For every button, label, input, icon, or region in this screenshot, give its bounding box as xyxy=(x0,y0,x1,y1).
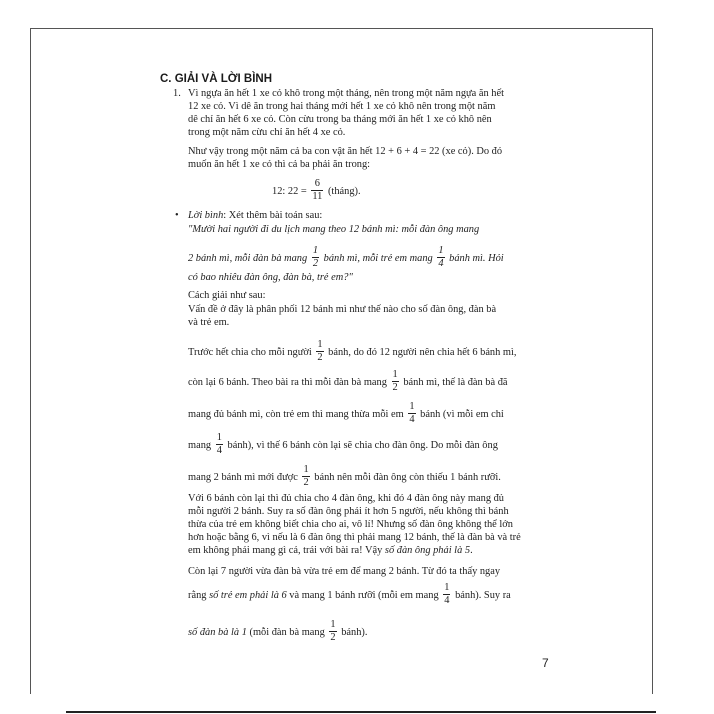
paragraph-line: mỗi người 2 bánh. Suy ra số đàn ông phải ít hơn 5 người, nếu không thì bánh xyxy=(188,506,509,517)
paragraph-line: Với 6 bánh còn lại thì đủ chia cho 4 đàn ông, khi đó 4 đàn ông này mang đủ xyxy=(188,493,505,504)
fraction-one-quarter: $\frac{1}{4}$ xyxy=(444,582,450,606)
fraction-one-half: $\frac{1}{2}$ xyxy=(330,619,336,643)
paragraph-line: mang đủ bánh mì, còn trẻ em thì mang thừa mỗi em $\frac{1}{4}$ bánh (vì mỗi em chỉ xyxy=(188,401,504,425)
remark-intro: Lời bình: Xét thêm bài toán sau: xyxy=(188,210,323,221)
item-number: 1. xyxy=(173,88,181,99)
quote-line: 2 bánh mì, mỗi đàn bà mang $\frac{1}{2}$ bánh mì, mỗi trẻ em mang $\frac{1}{4}$ bánh mì. Hỏi xyxy=(188,245,504,269)
fraction-one-half: $\frac{1}{2}$ xyxy=(303,464,309,488)
fraction-one-quarter: $\frac{1}{4}$ xyxy=(438,245,444,269)
paragraph-line: hơn hoặc bằng 6, vì nếu là 6 đàn ông thì phải mang 12 bánh, thế là đàn bà và trẻ xyxy=(188,532,521,543)
paragraph-line: và trẻ em. xyxy=(188,317,230,328)
paragraph-line: mang 2 bánh mì mới được $\frac{1}{2}$ bánh nên mỗi đàn ông còn thiếu 1 bánh rưỡi. xyxy=(188,464,501,488)
paragraph-line: còn lại 6 bánh. Theo bài ra thì mỗi đàn bà mang $\frac{1}{2}$ bánh mì, thế là đàn bà đã xyxy=(188,369,508,393)
paragraph-line: em không phải mang gì cả, trái với bài ra! Vậy số đàn ông phải là 5. xyxy=(188,545,473,556)
paragraph-line: thừa của trẻ em không biết chia cho ai, vô lí! Nhưng số đàn ông không thể lớn xyxy=(188,519,513,530)
paragraph-line: mang $\frac{1}{4}$ bánh), vì thế 6 bánh còn lại sẽ chia cho đàn ông. Do mỗi đàn ông xyxy=(188,432,498,456)
bottom-rule xyxy=(66,711,656,713)
paragraph-line: Còn lại 7 người vừa đàn bà vừa trẻ em để mang 2 bánh. Từ đó ta thấy ngay xyxy=(188,566,501,577)
fraction: $\frac{6}{11}$ xyxy=(312,178,323,202)
item1-line: dê chỉ ăn hết 6 xe cỏ. Còn cừu trong ba tháng mới ăn hết 1 xe cỏ khô nên xyxy=(188,114,492,125)
equation xyxy=(272,179,361,204)
quote-line: "Mười hai người đi du lịch mang theo 12 bánh mì: mỗi đàn ông mang xyxy=(188,224,480,235)
paragraph-line: Trước hết chia cho mỗi người $\frac{1}{2}$ bánh, do đó 12 người nên chia hết 6 bánh mì, xyxy=(188,339,517,363)
item1-line: muốn ăn hết 1 xe cỏ thì cả ba phải ăn trong: xyxy=(188,159,371,170)
bullet: • xyxy=(175,210,179,221)
quote-line: có bao nhiêu đàn ông, đàn bà, trẻ em?" xyxy=(188,272,353,283)
fraction-one-half: $\frac{1}{2}$ xyxy=(317,339,323,363)
item1-line: Như vậy trong một năm cả ba con vật ăn hết 12 + 6 + 4 = 22 (xe cỏ). Do đó xyxy=(188,146,503,157)
equation-rhs: (tháng). xyxy=(327,185,361,197)
paragraph-line: số đàn bà là 1 (mỗi đàn bà mang $\frac{1}{2}$ bánh). xyxy=(188,619,368,643)
section-heading: C. GIẢI VÀ LỜI BÌNH xyxy=(160,73,273,85)
page-number: 7 xyxy=(542,656,549,670)
item1-line: Vì ngựa ăn hết 1 xe cỏ khô trong một tháng, nên trong một năm ngựa ăn hết xyxy=(188,88,504,99)
fraction-one-quarter: $\frac{1}{4}$ xyxy=(409,401,415,425)
equation-lhs: 12: 22 = xyxy=(272,185,307,197)
fraction-one-quarter: $\frac{1}{4}$ xyxy=(216,432,222,456)
item1-line: 12 xe cỏ. Vì dê ăn trong hai tháng mới hết 1 xe cỏ khô nên trong một năm xyxy=(188,101,496,112)
paragraph-line: rằng số trẻ em phải là 6 và mang 1 bánh rưỡi (mỗi em mang $\frac{1}{4}$ bánh). Suy ra xyxy=(188,582,511,606)
fraction-one-half: $\frac{1}{2}$ xyxy=(312,245,319,269)
paragraph-line: Vấn đề ở đây là phân phối 12 bánh mì như thế nào cho số đàn ông, đàn bà xyxy=(188,304,497,315)
fraction-one-half: $\frac{1}{2}$ xyxy=(392,369,398,393)
method-label: Cách giải như sau: xyxy=(188,290,266,301)
item1-line: trong một năm cừu chỉ ăn hết 4 xe cỏ. xyxy=(188,127,346,138)
